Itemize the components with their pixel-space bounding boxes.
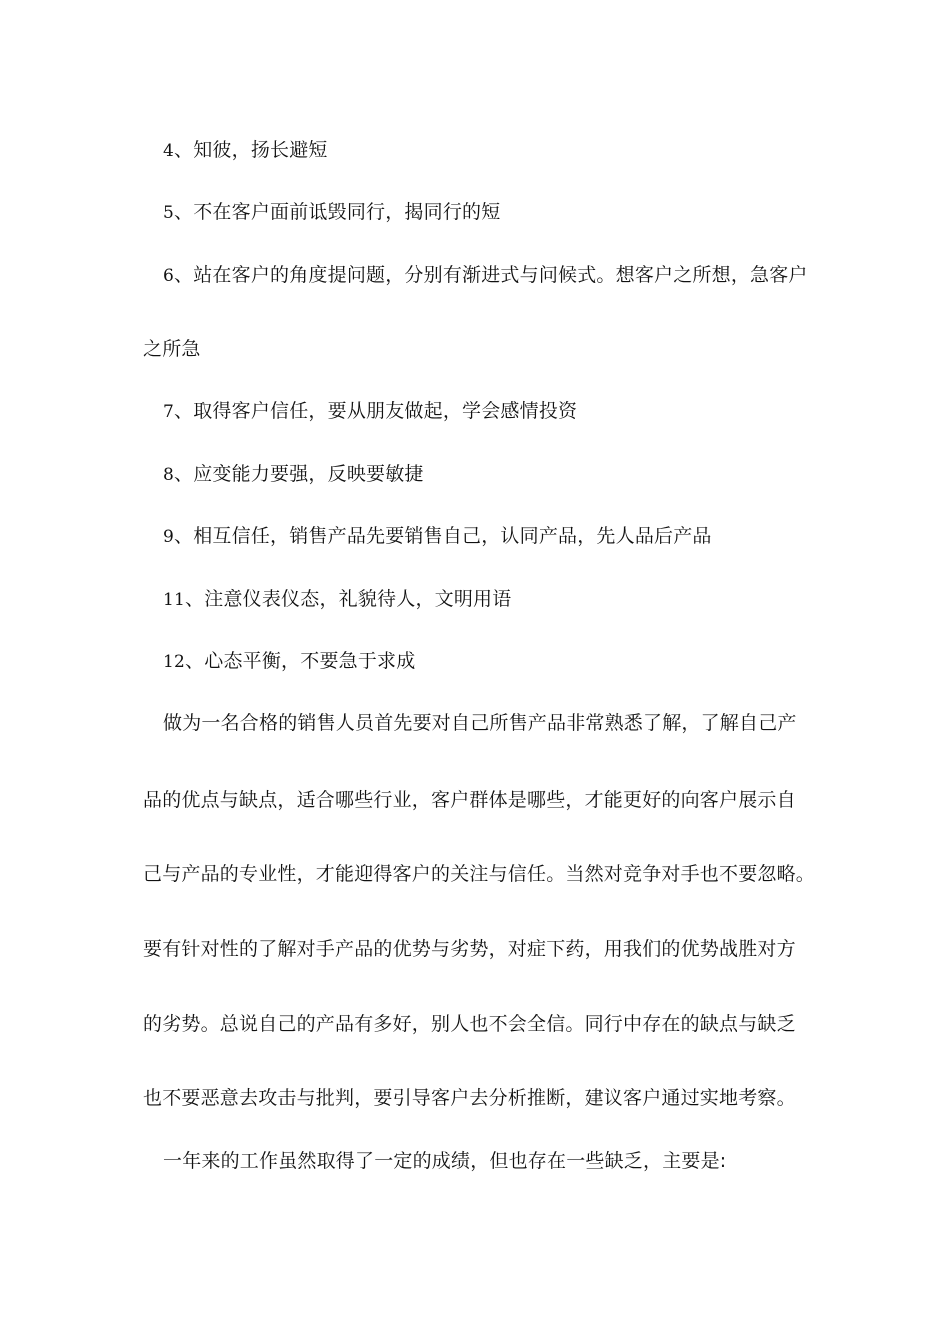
- item-separator: 、: [174, 139, 194, 161]
- item-number: 6: [163, 266, 175, 286]
- list-item-6: [163, 263, 808, 288]
- paragraph-1-line-2: 品的优点与缺点，适合哪些行业，客户群体是哪些，才能更好的向客户展示自: [143, 789, 796, 811]
- item-text: 心态平衡，不要急于求成: [204, 650, 416, 672]
- item-number: 5: [163, 203, 175, 223]
- list-item-12: [163, 649, 415, 674]
- item-text: 不在客户面前诋毁同行，揭同行的短: [193, 201, 501, 223]
- paragraph-2: 一年来的工作虽然取得了一定的成绩，但也存在一些缺乏，主要是:: [163, 1150, 727, 1172]
- item-text: 站在客户的角度提问题，分别有渐进式与问候式。想客户之所想，急客户: [193, 264, 808, 286]
- list-item-11: [163, 587, 511, 612]
- item-separator: 、: [185, 588, 205, 610]
- paragraph-1-line-1: 做为一名合格的销售人员首先要对自己所售产品非常熟悉了解，了解自己产: [163, 712, 797, 734]
- item-text: 应变能力要强，反映要敏捷: [193, 463, 424, 485]
- item-number: 11: [163, 590, 186, 610]
- list-item-9: [163, 524, 712, 549]
- list-item-4: [163, 138, 328, 163]
- paragraph-1-line-6: 也不要恶意去攻击与批判，要引导客户去分析推断，建议客户通过实地考察。: [143, 1087, 796, 1109]
- item-number: 7: [163, 402, 175, 422]
- item-separator: 、: [174, 264, 194, 286]
- item-separator: 、: [174, 201, 194, 223]
- list-item-5: [163, 200, 500, 225]
- item-separator: 、: [185, 650, 205, 672]
- item-separator: 、: [174, 400, 194, 422]
- paragraph-1-line-5: 的劣势。总说自己的产品有多好，别人也不会全信。同行中存在的缺点与缺乏: [143, 1013, 796, 1035]
- item-text: 知彼，扬长避短: [193, 139, 328, 161]
- item-separator: 、: [174, 463, 194, 485]
- item-separator: 、: [174, 525, 194, 547]
- item-number: 9: [163, 527, 175, 547]
- item-number: 4: [163, 141, 175, 161]
- item-text: 注意仪表仪态，礼貌待人，文明用语: [204, 588, 512, 610]
- paragraph-1-line-3: 己与产品的专业性，才能迎得客户的关注与信任。当然对竞争对手也不要忽略。: [143, 863, 816, 885]
- item-number: 8: [163, 465, 175, 485]
- item-text: 相互信任，销售产品先要销售自己，认同产品，先人品后产品: [193, 525, 712, 547]
- list-item-7: [163, 399, 577, 424]
- list-item-8: [163, 462, 424, 487]
- item-text: 取得客户信任，要从朋友做起，学会感情投资: [193, 400, 578, 422]
- item-number: 12: [163, 652, 186, 672]
- paragraph-1-line-4: 要有针对性的了解对手产品的优势与劣势，对症下药，用我们的优势战胜对方: [143, 938, 796, 960]
- list-item-6-continuation: 之所急: [143, 338, 201, 360]
